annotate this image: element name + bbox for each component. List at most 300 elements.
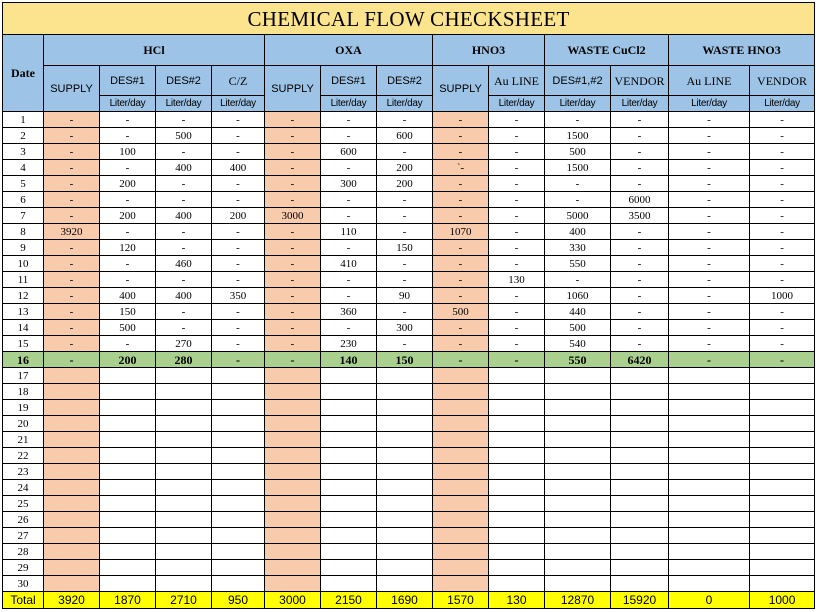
data-cell: - xyxy=(489,160,545,176)
data-cell: - xyxy=(100,336,156,352)
data-cell: - xyxy=(212,320,265,336)
data-cell xyxy=(156,496,212,512)
date-cell: 25 xyxy=(3,496,44,512)
data-cell xyxy=(489,400,545,416)
data-cell: - xyxy=(212,112,265,128)
data-cell xyxy=(321,528,377,544)
data-cell: 300 xyxy=(377,320,433,336)
data-cell xyxy=(44,416,100,432)
table-row xyxy=(3,240,815,256)
date-header: Date xyxy=(3,35,44,112)
data-cell xyxy=(489,576,545,592)
data-cell: - xyxy=(212,192,265,208)
data-cell xyxy=(669,496,750,512)
data-cell xyxy=(265,448,321,464)
date-cell: 17 xyxy=(3,368,44,384)
data-cell: - xyxy=(265,288,321,304)
data-cell: - xyxy=(669,320,750,336)
data-cell xyxy=(265,368,321,384)
data-cell: - xyxy=(669,336,750,352)
unit-label: Liter/day xyxy=(669,96,750,112)
data-cell xyxy=(265,576,321,592)
data-cell: - xyxy=(265,176,321,192)
table-row xyxy=(3,480,815,496)
data-cell xyxy=(545,368,611,384)
data-cell: 500 xyxy=(545,144,611,160)
data-cell: 1500 xyxy=(545,128,611,144)
data-cell xyxy=(433,528,489,544)
data-cell xyxy=(156,528,212,544)
data-cell xyxy=(545,464,611,480)
data-cell: - xyxy=(156,304,212,320)
data-cell xyxy=(265,400,321,416)
data-cell xyxy=(100,576,156,592)
data-cell: - xyxy=(156,240,212,256)
data-cell xyxy=(750,528,815,544)
data-cell: - xyxy=(611,144,669,160)
data-cell xyxy=(377,432,433,448)
table-row xyxy=(3,496,815,512)
data-cell xyxy=(433,432,489,448)
data-cell xyxy=(377,368,433,384)
data-cell: - xyxy=(44,160,100,176)
data-cell xyxy=(669,384,750,400)
data-cell xyxy=(44,432,100,448)
date-cell: 22 xyxy=(3,448,44,464)
data-cell xyxy=(669,480,750,496)
data-cell: 400 xyxy=(156,208,212,224)
total-cell: 2150 xyxy=(321,592,377,609)
data-cell: - xyxy=(750,160,815,176)
data-cell: - xyxy=(44,272,100,288)
data-cell: - xyxy=(433,192,489,208)
table-row xyxy=(3,560,815,576)
data-cell: - xyxy=(611,336,669,352)
data-cell: 1500 xyxy=(545,160,611,176)
table-row xyxy=(3,512,815,528)
data-cell xyxy=(611,560,669,576)
data-cell: 230 xyxy=(321,336,377,352)
data-cell xyxy=(433,512,489,528)
data-cell xyxy=(156,448,212,464)
date-cell: 14 xyxy=(3,320,44,336)
column-header: DES#1 xyxy=(321,66,377,96)
data-cell xyxy=(44,496,100,512)
data-cell xyxy=(489,512,545,528)
data-cell: 200 xyxy=(100,176,156,192)
data-cell: - xyxy=(44,112,100,128)
data-cell xyxy=(100,400,156,416)
total-cell: 12870 xyxy=(545,592,611,609)
data-cell xyxy=(265,464,321,480)
data-cell xyxy=(44,512,100,528)
data-cell: - xyxy=(750,256,815,272)
data-cell: - xyxy=(156,192,212,208)
data-cell xyxy=(212,400,265,416)
date-cell: 19 xyxy=(3,400,44,416)
data-cell xyxy=(377,496,433,512)
data-cell: - xyxy=(750,240,815,256)
data-cell: - xyxy=(265,160,321,176)
data-cell xyxy=(321,384,377,400)
date-cell: 15 xyxy=(3,336,44,352)
data-cell xyxy=(265,512,321,528)
table-row xyxy=(3,320,815,336)
data-cell: - xyxy=(489,192,545,208)
data-cell: - xyxy=(100,112,156,128)
data-cell: - xyxy=(669,176,750,192)
data-cell xyxy=(489,496,545,512)
data-cell: 410 xyxy=(321,256,377,272)
data-cell: - xyxy=(377,112,433,128)
data-cell: 100 xyxy=(100,144,156,160)
date-cell: 11 xyxy=(3,272,44,288)
data-cell: - xyxy=(433,272,489,288)
data-cell: - xyxy=(321,208,377,224)
data-cell xyxy=(321,400,377,416)
date-cell: 30 xyxy=(3,576,44,592)
data-cell xyxy=(44,560,100,576)
data-cell: 140 xyxy=(321,352,377,368)
data-cell xyxy=(750,416,815,432)
table-row xyxy=(3,288,815,304)
data-cell: - xyxy=(611,224,669,240)
table-row xyxy=(3,416,815,432)
data-cell xyxy=(669,416,750,432)
data-cell: 280 xyxy=(156,352,212,368)
data-cell xyxy=(156,384,212,400)
data-cell xyxy=(100,416,156,432)
data-cell xyxy=(611,432,669,448)
data-cell: - xyxy=(44,192,100,208)
data-cell: 150 xyxy=(377,352,433,368)
data-cell: - xyxy=(489,176,545,192)
data-cell xyxy=(321,576,377,592)
data-cell: - xyxy=(669,128,750,144)
data-cell xyxy=(750,512,815,528)
data-cell xyxy=(212,368,265,384)
data-cell xyxy=(433,448,489,464)
data-cell: 440 xyxy=(545,304,611,320)
date-cell: 20 xyxy=(3,416,44,432)
data-cell: - xyxy=(265,272,321,288)
data-cell xyxy=(433,464,489,480)
data-cell xyxy=(321,512,377,528)
table-row xyxy=(3,432,815,448)
data-cell: 500 xyxy=(100,320,156,336)
data-cell xyxy=(156,368,212,384)
data-cell xyxy=(156,560,212,576)
unit-label: Liter/day xyxy=(611,96,669,112)
data-cell xyxy=(377,464,433,480)
unit-label: Liter/day xyxy=(750,96,815,112)
data-cell: - xyxy=(265,144,321,160)
data-cell xyxy=(212,416,265,432)
date-cell: 8 xyxy=(3,224,44,240)
data-cell xyxy=(611,400,669,416)
data-cell: - xyxy=(321,240,377,256)
data-cell: - xyxy=(489,320,545,336)
data-cell: - xyxy=(669,240,750,256)
data-cell: 150 xyxy=(100,304,156,320)
data-cell xyxy=(433,416,489,432)
table-row xyxy=(3,400,815,416)
column-header-supply: SUPPLY xyxy=(265,66,321,112)
data-cell: - xyxy=(489,240,545,256)
column-header: Au LINE xyxy=(489,66,545,96)
data-cell: - xyxy=(212,128,265,144)
total-cell: 1690 xyxy=(377,592,433,609)
unit-label: Liter/day xyxy=(545,96,611,112)
data-cell xyxy=(44,576,100,592)
table-row xyxy=(3,352,815,368)
data-cell: - xyxy=(545,272,611,288)
table-row xyxy=(3,368,815,384)
date-cell: 16 xyxy=(3,352,44,368)
data-cell xyxy=(750,480,815,496)
data-cell: - xyxy=(545,112,611,128)
data-cell xyxy=(265,528,321,544)
data-cell xyxy=(100,464,156,480)
column-header: Au LINE xyxy=(669,66,750,96)
date-cell: 2 xyxy=(3,128,44,144)
data-cell xyxy=(489,544,545,560)
data-cell: - xyxy=(669,224,750,240)
data-cell: - xyxy=(433,352,489,368)
table-row xyxy=(3,336,815,352)
date-cell: 9 xyxy=(3,240,44,256)
data-cell: - xyxy=(377,256,433,272)
data-cell xyxy=(212,432,265,448)
group-header: HCl xyxy=(44,35,265,66)
unit-label: Liter/day xyxy=(212,96,265,112)
data-cell: 400 xyxy=(212,160,265,176)
data-cell: 600 xyxy=(321,144,377,160)
data-cell: - xyxy=(611,320,669,336)
data-cell xyxy=(669,400,750,416)
data-cell xyxy=(100,560,156,576)
data-cell xyxy=(545,400,611,416)
data-cell xyxy=(433,368,489,384)
data-cell: - xyxy=(611,160,669,176)
data-cell xyxy=(545,576,611,592)
data-cell: - xyxy=(44,256,100,272)
data-cell xyxy=(156,464,212,480)
data-cell: - xyxy=(669,352,750,368)
data-cell: - xyxy=(669,192,750,208)
data-cell: 600 xyxy=(377,128,433,144)
table-row xyxy=(3,464,815,480)
data-cell: 3920 xyxy=(44,224,100,240)
data-cell xyxy=(212,576,265,592)
sheet-title: CHEMICAL FLOW CHECKSHEET xyxy=(3,3,815,35)
data-cell: 3500 xyxy=(611,208,669,224)
data-cell: - xyxy=(545,176,611,192)
date-cell: 21 xyxy=(3,432,44,448)
data-cell: 400 xyxy=(156,160,212,176)
data-cell xyxy=(377,512,433,528)
data-cell: 400 xyxy=(100,288,156,304)
data-cell: - xyxy=(100,272,156,288)
data-cell xyxy=(212,480,265,496)
table-row xyxy=(3,256,815,272)
data-cell xyxy=(321,560,377,576)
data-cell: 150 xyxy=(377,240,433,256)
data-cell xyxy=(433,496,489,512)
data-cell: 540 xyxy=(545,336,611,352)
data-cell xyxy=(750,544,815,560)
data-cell xyxy=(433,544,489,560)
column-header: VENDOR xyxy=(611,66,669,96)
table-row xyxy=(3,304,815,320)
total-cell: 1570 xyxy=(433,592,489,609)
date-cell: 6 xyxy=(3,192,44,208)
total-label: Total xyxy=(3,592,44,609)
data-cell xyxy=(545,528,611,544)
data-cell xyxy=(750,496,815,512)
data-cell xyxy=(669,512,750,528)
data-cell: - xyxy=(44,288,100,304)
total-cell: 15920 xyxy=(611,592,669,609)
data-cell xyxy=(433,480,489,496)
data-cell xyxy=(669,432,750,448)
data-cell: - xyxy=(44,208,100,224)
data-cell xyxy=(100,496,156,512)
data-cell xyxy=(321,416,377,432)
data-cell xyxy=(489,464,545,480)
data-cell xyxy=(212,560,265,576)
data-cell xyxy=(611,416,669,432)
data-cell: - xyxy=(44,304,100,320)
data-cell: - xyxy=(44,128,100,144)
data-cell: - xyxy=(44,176,100,192)
data-cell xyxy=(156,512,212,528)
data-cell: 200 xyxy=(100,208,156,224)
data-cell xyxy=(321,448,377,464)
data-cell xyxy=(433,384,489,400)
data-cell: - xyxy=(156,272,212,288)
data-cell xyxy=(156,400,212,416)
data-cell: - xyxy=(212,272,265,288)
data-cell: - xyxy=(100,192,156,208)
data-cell: - xyxy=(265,192,321,208)
data-cell: - xyxy=(156,144,212,160)
data-cell xyxy=(669,448,750,464)
data-cell: - xyxy=(611,176,669,192)
date-cell: 18 xyxy=(3,384,44,400)
data-cell: 550 xyxy=(545,352,611,368)
table-row xyxy=(3,192,815,208)
column-header: DES#2 xyxy=(377,66,433,96)
data-cell: - xyxy=(100,128,156,144)
data-cell: - xyxy=(44,240,100,256)
data-cell: 360 xyxy=(321,304,377,320)
data-cell: - xyxy=(321,128,377,144)
data-cell: - xyxy=(750,144,815,160)
data-cell: - xyxy=(433,176,489,192)
data-cell: - xyxy=(750,352,815,368)
data-cell xyxy=(212,448,265,464)
column-header-supply: SUPPLY xyxy=(44,66,100,112)
data-cell: - xyxy=(100,160,156,176)
total-cell: 2710 xyxy=(156,592,212,609)
data-cell xyxy=(377,544,433,560)
data-cell: 130 xyxy=(489,272,545,288)
data-cell: - xyxy=(611,240,669,256)
data-cell xyxy=(750,384,815,400)
data-cell: - xyxy=(750,224,815,240)
data-cell xyxy=(265,480,321,496)
data-cell xyxy=(669,576,750,592)
total-cell: 3920 xyxy=(44,592,100,609)
data-cell xyxy=(100,448,156,464)
data-cell xyxy=(545,432,611,448)
data-cell xyxy=(669,560,750,576)
data-cell: - xyxy=(750,176,815,192)
data-cell: 200 xyxy=(212,208,265,224)
data-cell: 400 xyxy=(545,224,611,240)
data-cell: 1000 xyxy=(750,288,815,304)
data-cell xyxy=(321,432,377,448)
data-cell: - xyxy=(265,240,321,256)
data-cell: - xyxy=(750,112,815,128)
data-cell: - xyxy=(489,304,545,320)
data-cell xyxy=(750,576,815,592)
data-cell xyxy=(321,368,377,384)
date-cell: 27 xyxy=(3,528,44,544)
data-cell: - xyxy=(750,336,815,352)
table-row xyxy=(3,160,815,176)
data-cell xyxy=(489,448,545,464)
date-cell: 4 xyxy=(3,160,44,176)
data-cell: - xyxy=(489,128,545,144)
data-cell: - xyxy=(433,320,489,336)
data-cell xyxy=(489,480,545,496)
data-cell xyxy=(265,544,321,560)
data-cell: 500 xyxy=(545,320,611,336)
checksheet-table xyxy=(2,2,815,609)
data-cell: - xyxy=(44,144,100,160)
table-row xyxy=(3,448,815,464)
data-cell: - xyxy=(750,192,815,208)
data-cell: - xyxy=(265,224,321,240)
column-header-supply: SUPPLY xyxy=(433,66,489,112)
data-cell: - xyxy=(489,224,545,240)
data-cell: - xyxy=(433,336,489,352)
data-cell: - xyxy=(377,208,433,224)
table-row xyxy=(3,112,815,128)
data-cell: - xyxy=(156,176,212,192)
total-cell: 3000 xyxy=(265,592,321,609)
date-cell: 23 xyxy=(3,464,44,480)
data-cell xyxy=(750,432,815,448)
data-cell: - xyxy=(669,256,750,272)
table-row xyxy=(3,272,815,288)
data-cell: - xyxy=(156,112,212,128)
data-cell xyxy=(265,416,321,432)
data-cell xyxy=(212,512,265,528)
data-cell: 3000 xyxy=(265,208,321,224)
date-cell: 13 xyxy=(3,304,44,320)
data-cell xyxy=(669,464,750,480)
data-cell: - xyxy=(433,288,489,304)
data-cell: - xyxy=(212,144,265,160)
unit-label: Liter/day xyxy=(100,96,156,112)
date-cell: 29 xyxy=(3,560,44,576)
data-cell: - xyxy=(212,352,265,368)
data-cell: - xyxy=(489,288,545,304)
date-cell: 5 xyxy=(3,176,44,192)
